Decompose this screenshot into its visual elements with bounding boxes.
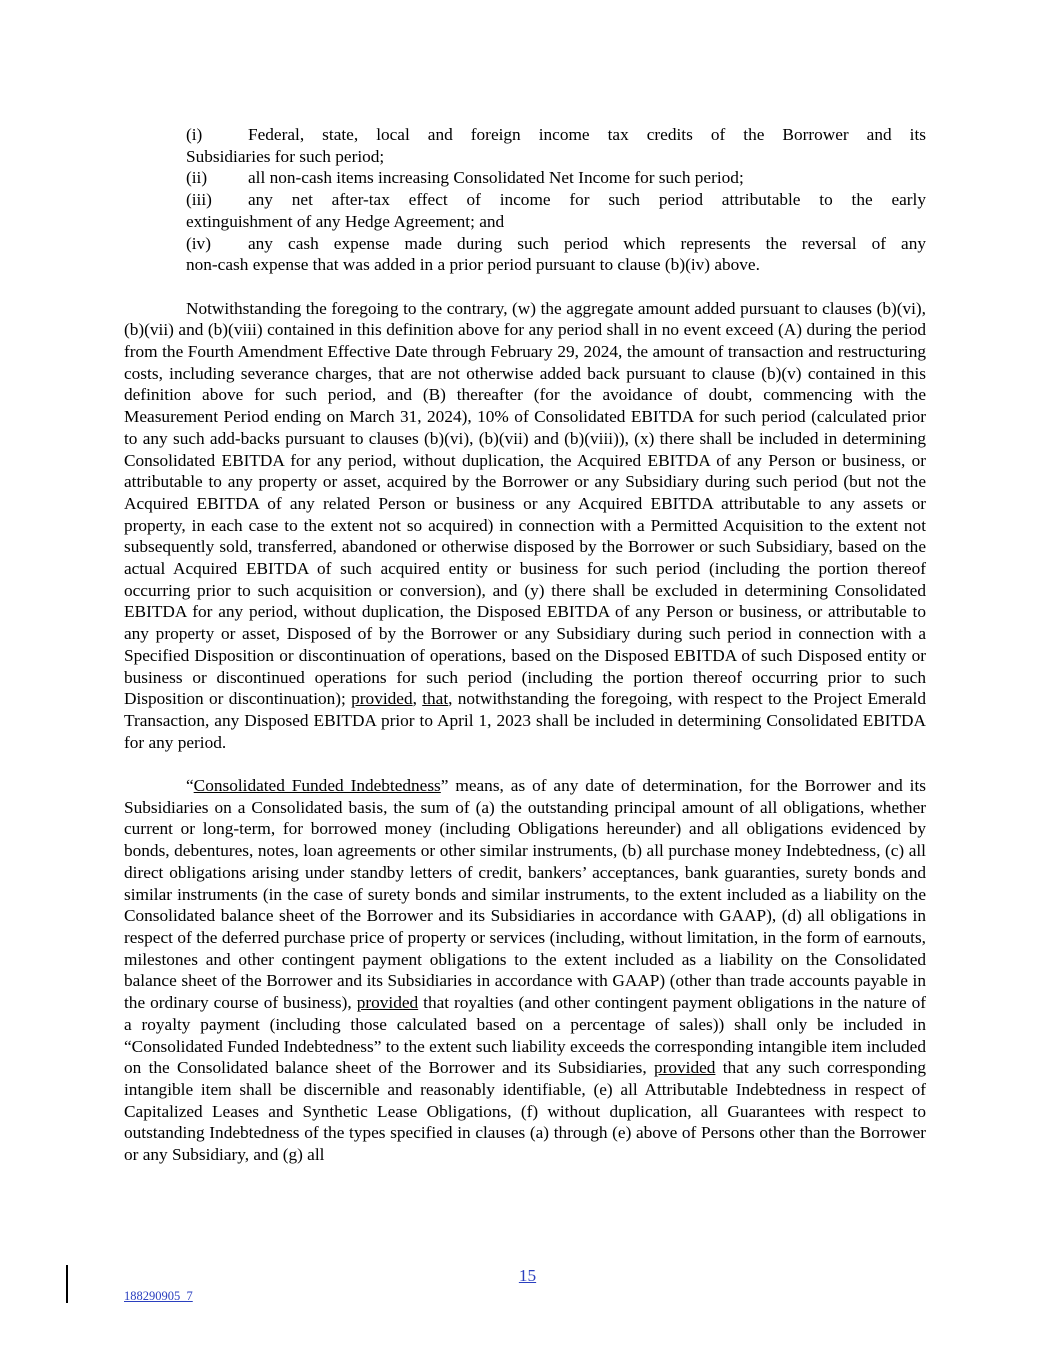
clause-number: (iv) — [186, 233, 211, 253]
paragraph-text: ” means, as of any date of determination, for the Borrower and its Subsidiaries on a Consolidated basis, the sum of (a) the outstanding principal amount of all obligations, whether current or long-term, for borrowed money (including Obligations hereunder) and all obligations evidenced by bonds, debentures, notes, loan agreements or other similar instruments, (b) all purchase money Indebtedness, (c) all direct obligations arising under standby letters of credit, bankers’ acceptances, bank guaranties, surety bonds and similar instruments (in the case of surety bonds and similar instruments, to the extent included as a liability on the Consolidated balance sheet of the Borrower and its Subsidiaries in accordance with GAAP), (d) all obligations in respect of the deferred purchase price of property or services (including, without limitation, in the form of earnouts, milestones and other contingent payment obligations to the extent included as a liability on the Consolidated balance sheet of the Borrower and its Subsidiaries in accordance with GAAP) (other than trade accounts payable in the ordinary course of business), — [124, 776, 927, 1013]
clause-number: (ii) — [186, 168, 208, 188]
open-quote: “ — [186, 776, 194, 796]
clause-text: any cash expense made during such period which represents the reversal of any — [248, 233, 926, 253]
paragraph-text: , — [412, 689, 423, 709]
notwithstanding-paragraph — [124, 298, 926, 754]
document-body — [124, 124, 926, 1166]
paragraph-text: that any such corresponding intangible item shall be discernible and reasonably identifiable, (e) all Attributable Indebtedness in respect of Capitalized Leases and Synthetic Lease Obligations, (f) without duplication, all Guarantees with respect to outstanding Indebtedness of the types specified in clauses (a) through (e) above of Persons other than the Borrower or any Subsidiary, and (g) all — [124, 1058, 927, 1165]
clause-i — [124, 124, 926, 167]
clause-ii — [124, 167, 926, 189]
consolidated-funded-indebtedness-definition — [124, 775, 926, 1166]
clause-number: (iii) — [186, 190, 212, 210]
paragraph-text: Notwithstanding the foregoing to the contrary, (w) the aggregate amount added pursuant to clauses (b)(vi), (b)(vii) and (b)(viii) contained in this definition above for any period shall in no event exceed (A) during the period from the Fourth Amendment Effective Date through February 29, 2024, the amount of transaction and restructuring costs, including severance charges, that are not otherwise added back pursuant to clause (b)(v) contained in this definition above for such period, and (B) thereafter (for the avoidance of doubt, commencing with the Measurement Period ending on March 31, 2024), 10% of Consolidated EBITDA for such period (calculated prior to any such add-backs pursuant to clauses (b)(vi), (b)(vii) and (b)(viii)), (x) there shall be included in determining Consolidated EBITDA for any period, without duplication, the Acquired EBITDA of any Person or business, or attributable to any property or asset, acquired by the Borrower or any Subsidiary during such period (but not the Acquired EBITDA of any related Person or business or any Acquired EBITDA attributable to any assets or property, in each case to the extent not so acquired) in connection with a Permitted Acquisition to the extent not subsequently sold, transferred, abandoned or otherwise disposed by the Borrower or such Subsidiary, based on the actual Acquired EBITDA of such acquired entity or business for such period (including the portion thereof occurring prior to such acquisition or conversion), and (y) there shall be excluded in determining Consolidated EBITDA for any period, without duplication, the Disposed EBITDA of any Person or business, or attributable to any property or asset, Disposed of by the Borrower or any Subsidiary during such period in connection with a Specified Disposition or discontinuation of operations, based on the Disposed EBITDA of such Disposed entity or business or discontinued operations for such period (including the portion thereof occurring prior to such Disposition or discontinuation); — [124, 298, 926, 709]
page-number[interactable] — [0, 1266, 1055, 1286]
paragraph-text: , notwithstanding the foregoing, with respect to the Project Emerald Transaction, any Disposed EBITDA prior to April 1, 2023 shall be included in determining Consolidated EBITDA for any period. — [124, 689, 926, 752]
clause-text: all non-cash items increasing Consolidated Net Income for such period; — [248, 168, 744, 188]
clause-number: (i) — [186, 125, 203, 144]
clause-iii — [124, 189, 926, 232]
clause-iv — [124, 233, 926, 276]
that-term: that — [422, 689, 449, 709]
defined-term: Consolidated Funded Indebtedness — [193, 776, 441, 796]
paragraph-text: that royalties (and other contingent payment obligations in the nature of a royalty payment (including those calculated based on a percentage of sales)) shall only be included in “Consolidated Funded Indebtedness” to the extent such liability exceeds the corresponding intangible item included on the Consolidated balance sheet of the Borrower and its Subsidiaries, — [124, 993, 926, 1078]
provided-term: provided — [351, 689, 413, 709]
clause-continuation: Subsidiaries for such period; — [186, 146, 385, 166]
page-number-link[interactable]: 15 — [518, 1266, 537, 1285]
document-id[interactable]: 188290905_7 — [124, 1289, 193, 1303]
clause-continuation: extinguishment of any Hedge Agreement; and — [186, 211, 505, 231]
clause-text: Federal, state, local and foreign income tax credits of the Borrower and its — [248, 125, 926, 144]
provided-term: provided — [356, 993, 419, 1013]
clause-text: any net after-tax effect of income for such period attributable to the early — [248, 190, 926, 210]
provided-term: provided — [653, 1058, 716, 1078]
clause-continuation: non-cash expense that was added in a prior period pursuant to clause (b)(iv) above. — [186, 255, 760, 275]
